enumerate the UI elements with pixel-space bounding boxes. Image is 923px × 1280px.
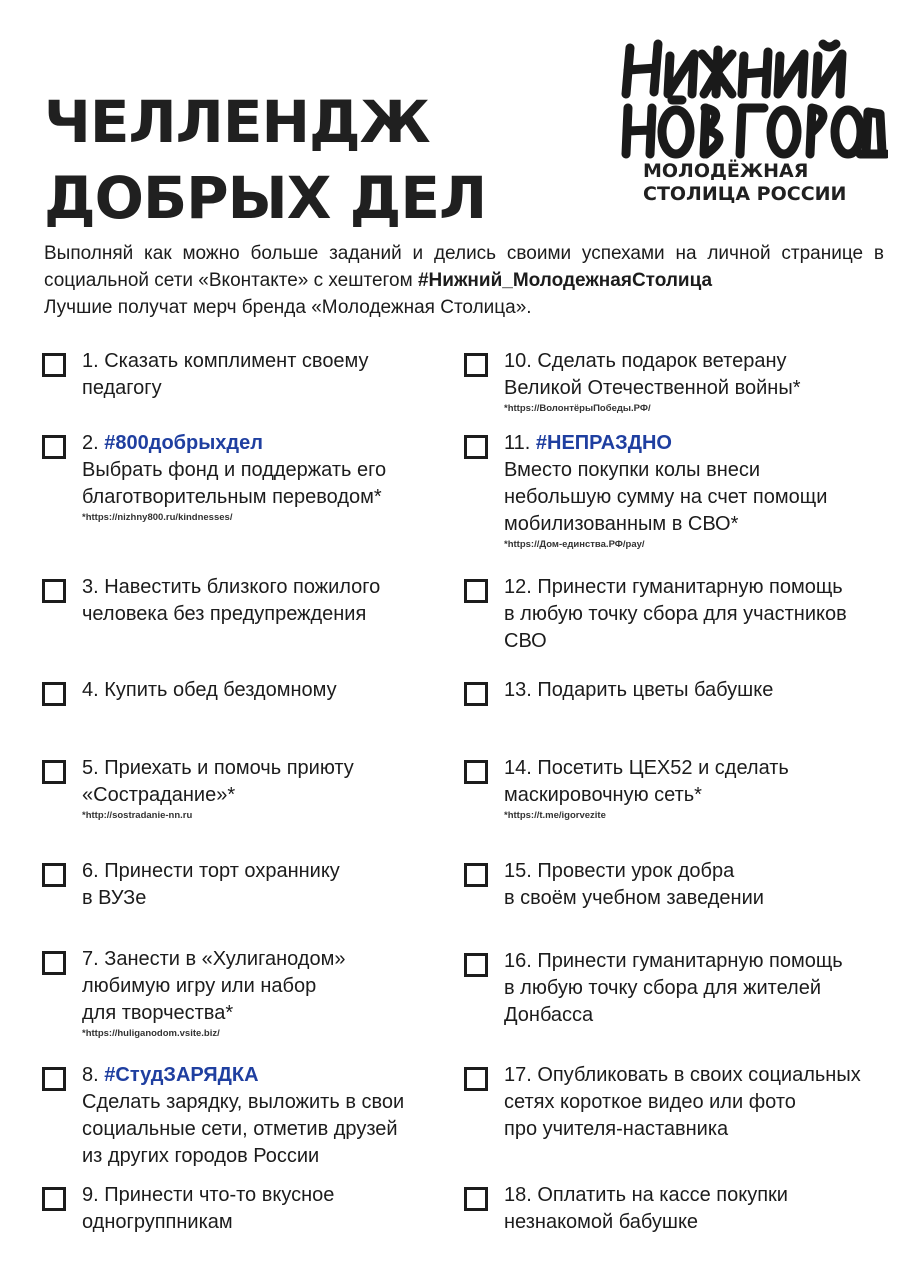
task-line: 1. Сказать комплимент своему bbox=[82, 350, 369, 372]
task-line: Великой Отечественной войны* bbox=[504, 377, 801, 399]
task-line: в любую точку сбора для жителей bbox=[504, 977, 822, 999]
task-link[interactable]: *https://huliganodom.vsite.biz/ bbox=[82, 1028, 220, 1039]
page-title bbox=[44, 84, 486, 236]
task-checkbox-16[interactable] bbox=[464, 953, 488, 977]
task-line: 7. Занести в «Хулиганодом» bbox=[82, 948, 346, 970]
task-line: для творчества* bbox=[82, 1002, 234, 1024]
task-checkbox-10[interactable] bbox=[464, 353, 488, 377]
task-link[interactable]: *https://t.me/igorvezite bbox=[504, 810, 606, 821]
logo-tagline bbox=[643, 160, 846, 206]
task-line: любимую игру или набор bbox=[82, 975, 317, 997]
task-checkbox-7[interactable] bbox=[42, 951, 66, 975]
task-text bbox=[82, 1182, 467, 1236]
task-text bbox=[504, 1062, 889, 1143]
task-line: 17. Опубликовать в своих социальных bbox=[504, 1064, 861, 1086]
task-line: небольшую сумму на счет помощи bbox=[504, 486, 828, 508]
task-text bbox=[82, 430, 467, 525]
task-line: 14. Посетить ЦЕХ52 и сделать bbox=[504, 757, 789, 779]
task-checkbox-8[interactable] bbox=[42, 1067, 66, 1091]
task-line: 3. Навестить близкого пожилого bbox=[82, 576, 381, 598]
task-checkbox-12[interactable] bbox=[464, 579, 488, 603]
task-link[interactable]: *http://sostradanie-nn.ru bbox=[82, 810, 193, 821]
task-line: СВО bbox=[504, 630, 547, 652]
task-line: Донбасса bbox=[504, 1004, 594, 1026]
intro-text bbox=[44, 240, 884, 321]
title-line-2: ДОБРЫХ ДЕЛ bbox=[44, 164, 487, 232]
task-checkbox-17[interactable] bbox=[464, 1067, 488, 1091]
task-line: социальные сети, отметив друзей bbox=[82, 1118, 398, 1140]
task-line: 10. Сделать подарок ветерану bbox=[504, 350, 787, 372]
task-text bbox=[82, 858, 467, 912]
task-checkbox-14[interactable] bbox=[464, 760, 488, 784]
intro-hashtag: #Нижний_МолодежнаяСтолица bbox=[417, 270, 713, 291]
task-text bbox=[504, 858, 889, 912]
task-line: в своём учебном заведении bbox=[504, 887, 764, 909]
task-heading bbox=[82, 430, 467, 457]
task-line: мобилизованным в СВО* bbox=[504, 513, 739, 535]
task-checkbox-15[interactable] bbox=[464, 863, 488, 887]
task-line: в ВУЗе bbox=[82, 887, 147, 909]
task-line: 12. Принести гуманитарную помощь bbox=[504, 576, 843, 598]
task-heading bbox=[504, 430, 889, 457]
intro-text-before: Выполняй как можно больше заданий и делись своими успехами на личной странице в социальной сети «Вконтакте» с хештегом bbox=[44, 243, 884, 291]
task-text bbox=[504, 430, 889, 552]
task-line: человека без предупреждения bbox=[82, 603, 367, 625]
task-text bbox=[504, 1182, 889, 1236]
task-line: сетях короткое видео или фото bbox=[504, 1091, 796, 1113]
title-line-1: ЧЕЛЛЕНДЖ bbox=[44, 88, 430, 156]
task-link[interactable]: *https://ВолонтёрыПобеды.РФ/ bbox=[504, 403, 651, 414]
task-link[interactable]: *https://nizhny800.ru/kindnesses/ bbox=[82, 512, 233, 523]
task-text bbox=[504, 948, 889, 1029]
task-checkbox-13[interactable] bbox=[464, 682, 488, 706]
task-line: 9. Принести что-то вкусное bbox=[82, 1184, 335, 1206]
task-line: 18. Оплатить на кассе покупки bbox=[504, 1184, 788, 1206]
task-checkbox-5[interactable] bbox=[42, 760, 66, 784]
task-checkbox-3[interactable] bbox=[42, 579, 66, 603]
task-checkbox-4[interactable] bbox=[42, 682, 66, 706]
task-line: 16. Принести гуманитарную помощь bbox=[504, 950, 843, 972]
task-text bbox=[82, 574, 467, 628]
task-line: Вместо покупки колы внеси bbox=[504, 459, 761, 481]
task-line: про учителя-наставника bbox=[504, 1118, 729, 1140]
task-number: 8. bbox=[82, 1064, 105, 1086]
task-line: «Сострадание»* bbox=[82, 784, 236, 806]
task-checkbox-9[interactable] bbox=[42, 1187, 66, 1211]
task-hashtag: #СтудЗАРЯДКА bbox=[104, 1064, 259, 1086]
task-checkbox-6[interactable] bbox=[42, 863, 66, 887]
task-text bbox=[82, 348, 467, 402]
task-checkbox-18[interactable] bbox=[464, 1187, 488, 1211]
task-link[interactable]: *https://Дом-единства.РФ/pay/ bbox=[504, 539, 645, 550]
task-text bbox=[504, 755, 889, 823]
task-checkbox-11[interactable] bbox=[464, 435, 488, 459]
task-text bbox=[504, 677, 889, 704]
task-checkbox-2[interactable] bbox=[42, 435, 66, 459]
task-line: в любую точку сбора для участников bbox=[504, 603, 847, 625]
intro-text-after: Лучшие получат мерч бренда «Молодежная Столица». bbox=[44, 297, 532, 318]
task-line: одногруппникам bbox=[82, 1211, 233, 1233]
logo-tagline-1: МОЛОДЁЖНАЯ bbox=[643, 160, 809, 182]
logo-lettering bbox=[620, 36, 888, 161]
logo-tagline-2: СТОЛИЦА РОССИИ bbox=[643, 183, 847, 205]
task-line: Сделать зарядку, выложить в свои bbox=[82, 1091, 405, 1113]
task-text bbox=[504, 574, 889, 655]
task-text bbox=[82, 946, 467, 1041]
task-number: 2. bbox=[82, 432, 105, 454]
task-heading bbox=[82, 1062, 467, 1089]
task-line: 15. Провести урок добра bbox=[504, 860, 735, 882]
task-line: 5. Приехать и помочь приюту bbox=[82, 757, 354, 779]
task-number: 11. bbox=[504, 432, 536, 454]
task-text bbox=[82, 755, 467, 823]
task-hashtag: #НЕПРАЗДНО bbox=[535, 432, 672, 454]
task-line: маскировочную сеть* bbox=[504, 784, 702, 806]
task-line: из других городов России bbox=[82, 1145, 320, 1167]
task-line: незнакомой бабушке bbox=[504, 1211, 699, 1233]
task-text bbox=[82, 677, 467, 704]
task-line: 4. Купить обед бездомному bbox=[82, 679, 337, 701]
task-line: благотворительным переводом* bbox=[82, 486, 382, 508]
task-line: Выбрать фонд и поддержать его bbox=[82, 459, 387, 481]
brand-logo bbox=[620, 36, 888, 208]
task-hashtag: #800добрыхдел bbox=[104, 432, 263, 454]
task-line: педагогу bbox=[82, 377, 162, 399]
task-text bbox=[504, 348, 889, 416]
task-checkbox-1[interactable] bbox=[42, 353, 66, 377]
task-line: 13. Подарить цветы бабушке bbox=[504, 679, 774, 701]
task-line: 6. Принести торт охраннику bbox=[82, 860, 340, 882]
task-text bbox=[82, 1062, 467, 1170]
